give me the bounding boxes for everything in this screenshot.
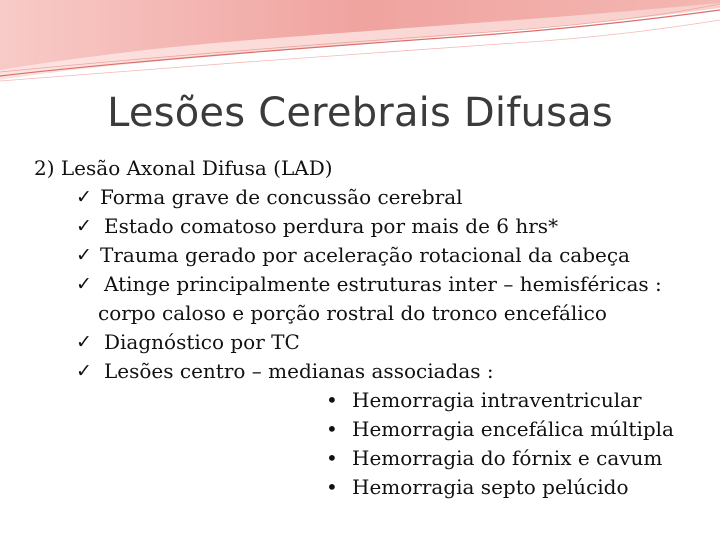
bullet-icon: • [326, 446, 338, 470]
check-item: Trauma gerado por aceleração rotacional da cabeça [100, 243, 630, 267]
check-item: Estado comatoso perdura por mais de 6 hrs* [104, 214, 559, 238]
sub-bullet-item: Hemorragia intraventricular [352, 388, 642, 412]
bullet-icon: • [326, 417, 338, 441]
bullet-icon: • [326, 475, 338, 499]
check-item: Forma grave de concussão cerebral [100, 185, 463, 209]
check-item: Atinge principalmente estruturas inter – hemisféricas : [104, 272, 662, 296]
sub-bullet-item: Hemorragia do fórnix e cavum [352, 446, 663, 470]
sub-bullet-item: Hemorragia septo pelúcido [352, 475, 629, 499]
check-icon: ✓ [76, 273, 92, 295]
check-icon: ✓ [76, 244, 92, 266]
check-item-continuation: corpo caloso e porção rostral do tronco encefálico [98, 301, 607, 325]
section-heading: 2) Lesão Axonal Difusa (LAD) [34, 156, 333, 180]
check-item: Diagnóstico por TC [104, 330, 300, 354]
check-icon: ✓ [76, 215, 92, 237]
check-icon: ✓ [76, 331, 92, 353]
check-icon: ✓ [76, 360, 92, 382]
slide-title: Lesões Cerebrais Difusas [107, 90, 613, 136]
check-item: Lesões centro – medianas associadas : [104, 359, 494, 383]
sub-bullet-item: Hemorragia encefálica múltipla [352, 417, 674, 441]
bullet-icon: • [326, 388, 338, 412]
check-icon: ✓ [76, 186, 92, 208]
